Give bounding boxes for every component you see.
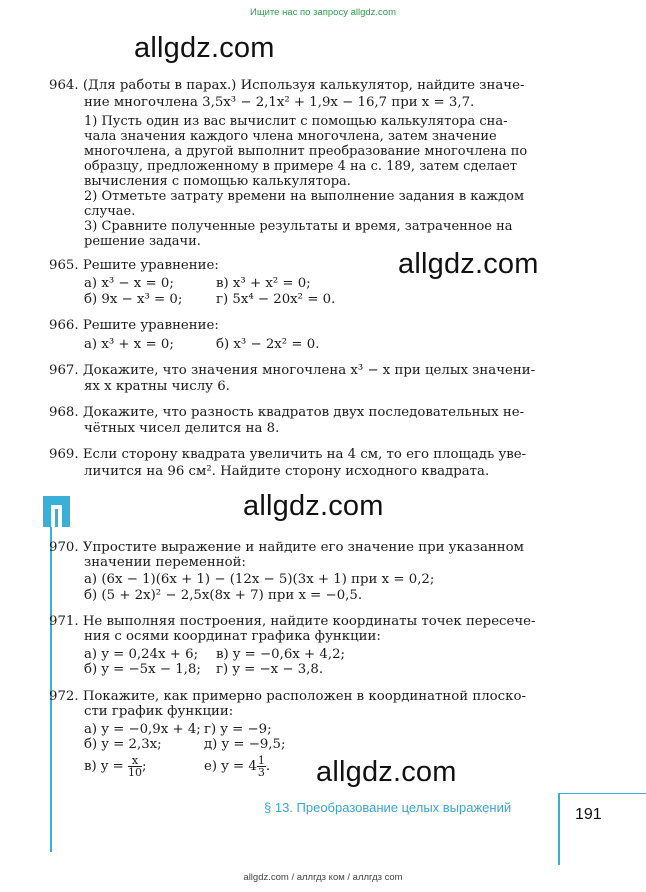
formula-suffix: .: [265, 759, 271, 774]
text-line: 965. Решите уравнение:: [49, 258, 219, 273]
exercise-969: [49, 447, 559, 481]
formula-prefix: в) y =: [84, 759, 124, 774]
exercise-972: [49, 689, 559, 789]
section-title: § 13. Преобразование целых выражений: [264, 800, 512, 815]
formula-suffix: ;: [142, 759, 147, 774]
option-g: г) 5x⁴ − 20x² = 0.: [216, 292, 336, 307]
option-a: а) y = −0,9x + 4;: [84, 722, 201, 737]
text-line: личится на 96 см². Найдите сторону исходного квадрата.: [84, 464, 490, 479]
numerator: 1: [257, 754, 265, 767]
section-marker-icon: [43, 496, 70, 527]
option-b: б) 9x − x³ = 0;: [84, 292, 183, 307]
exercise-967: [49, 363, 559, 397]
text-line: значении переменной:: [84, 555, 246, 570]
text-line: чала значения каждого члена многочлена, затем значение: [84, 129, 497, 144]
fraction: [128, 755, 142, 778]
watermark: allgdz.com: [398, 248, 539, 280]
option-e: [204, 755, 270, 779]
option-a: а) (6x − 1)(6x + 1) − (12x − 5)(3x + 1) при x = 0,2;: [84, 572, 435, 587]
text-line: сти график функции:: [84, 704, 234, 719]
exercise-971: [49, 614, 559, 680]
text-line: многочлена, а другой выполнит преобразование многочлена по: [84, 144, 528, 159]
text-line: 1) Пусть один из вас вычислит с помощью калькулятора сна-: [84, 114, 508, 129]
option-d: д) y = −9,5;: [204, 737, 286, 752]
fraction: [257, 755, 266, 778]
footer-rule: [560, 793, 646, 794]
option-v: в) y = −0,6x + 4,2;: [216, 647, 346, 662]
footer-divider: [558, 793, 560, 865]
exercise-965: [49, 258, 559, 310]
text-line: 3) Сравните полученные результаты и время, затраченное на: [84, 219, 513, 234]
text-line: решение задачи.: [84, 234, 201, 249]
exercise-964: [49, 78, 559, 248]
text-line: случае.: [84, 204, 136, 219]
watermark: allgdz.com: [316, 756, 457, 788]
exercise-968: [49, 405, 559, 439]
formula-prefix: е) y = 4: [204, 759, 257, 774]
option-a: а) y = 0,24x + 6;: [84, 647, 199, 662]
text-line: ях x кратны числу 6.: [84, 379, 230, 394]
text-line: 966. Решите уравнение:: [49, 318, 219, 333]
text-line: 970. Упростите выражение и найдите его значение при указанном: [49, 540, 524, 555]
option-a: а) x³ − x = 0;: [84, 276, 174, 291]
text-line: 2) Отметьте затрату времени на выполнение задания в каждом: [84, 189, 525, 204]
denominator: 3: [257, 766, 265, 779]
option-b: б) (5 + 2x)² − 2,5x(8x + 7) при x = −0,5.: [84, 588, 363, 603]
option-a: а) x³ + x = 0;: [84, 337, 174, 352]
option-b: б) x³ − 2x² = 0.: [216, 337, 320, 352]
top-banner[interactable]: Ищите нас по запросу allgdz.com: [249, 7, 396, 18]
text-line: 968. Докажите, что разность квадратов двух последовательных не-: [49, 405, 525, 420]
text-line: чётных чисел делится на 8.: [84, 421, 280, 436]
text-line: 969. Если сторону квадрата увеличить на 4 см, то его площадь уве-: [49, 447, 527, 462]
option-v: в) x³ + x² = 0;: [216, 276, 311, 291]
text-line: ние многочлена 3,5x³ − 2,1x² + 1,9x − 16,7 при x = 3,7.: [84, 95, 475, 110]
exercise-970: [49, 540, 559, 606]
option-g: г) y = −x − 3,8.: [216, 662, 324, 677]
text-line: 967. Докажите, что значения многочлена x³ − x при целых значени-: [49, 363, 536, 378]
numerator: x: [128, 755, 142, 767]
watermark: allgdz.com: [243, 490, 384, 522]
text-line: вычисления с помощью калькулятора.: [84, 174, 351, 189]
option-b: б) y = −5x − 1,8;: [84, 662, 201, 677]
watermark: allgdz.com: [134, 32, 275, 64]
exercise-966: [49, 318, 559, 354]
option-g: г) y = −9;: [204, 722, 272, 737]
bottom-links[interactable]: allgdz.com / аллгдз ком / аллгдз com: [243, 872, 403, 883]
option-b: б) y = 2,3x;: [84, 737, 162, 752]
text-line: 972. Покажите, как примерно расположен в координатной плоско-: [49, 689, 526, 704]
denominator: 10: [128, 766, 143, 779]
text-line: 971. Не выполняя построения, найдите координаты точек пересече-: [49, 614, 536, 629]
page-number: 191: [575, 806, 602, 823]
option-v: [84, 755, 147, 779]
text-line: образцу, предложенному в примере 4 на с. 189, затем сделает: [84, 159, 518, 174]
text-line: 964. (Для работы в парах.) Используя калькулятор, найдите значе-: [49, 78, 525, 93]
text-line: ния с осями координат графика функции:: [84, 629, 381, 644]
